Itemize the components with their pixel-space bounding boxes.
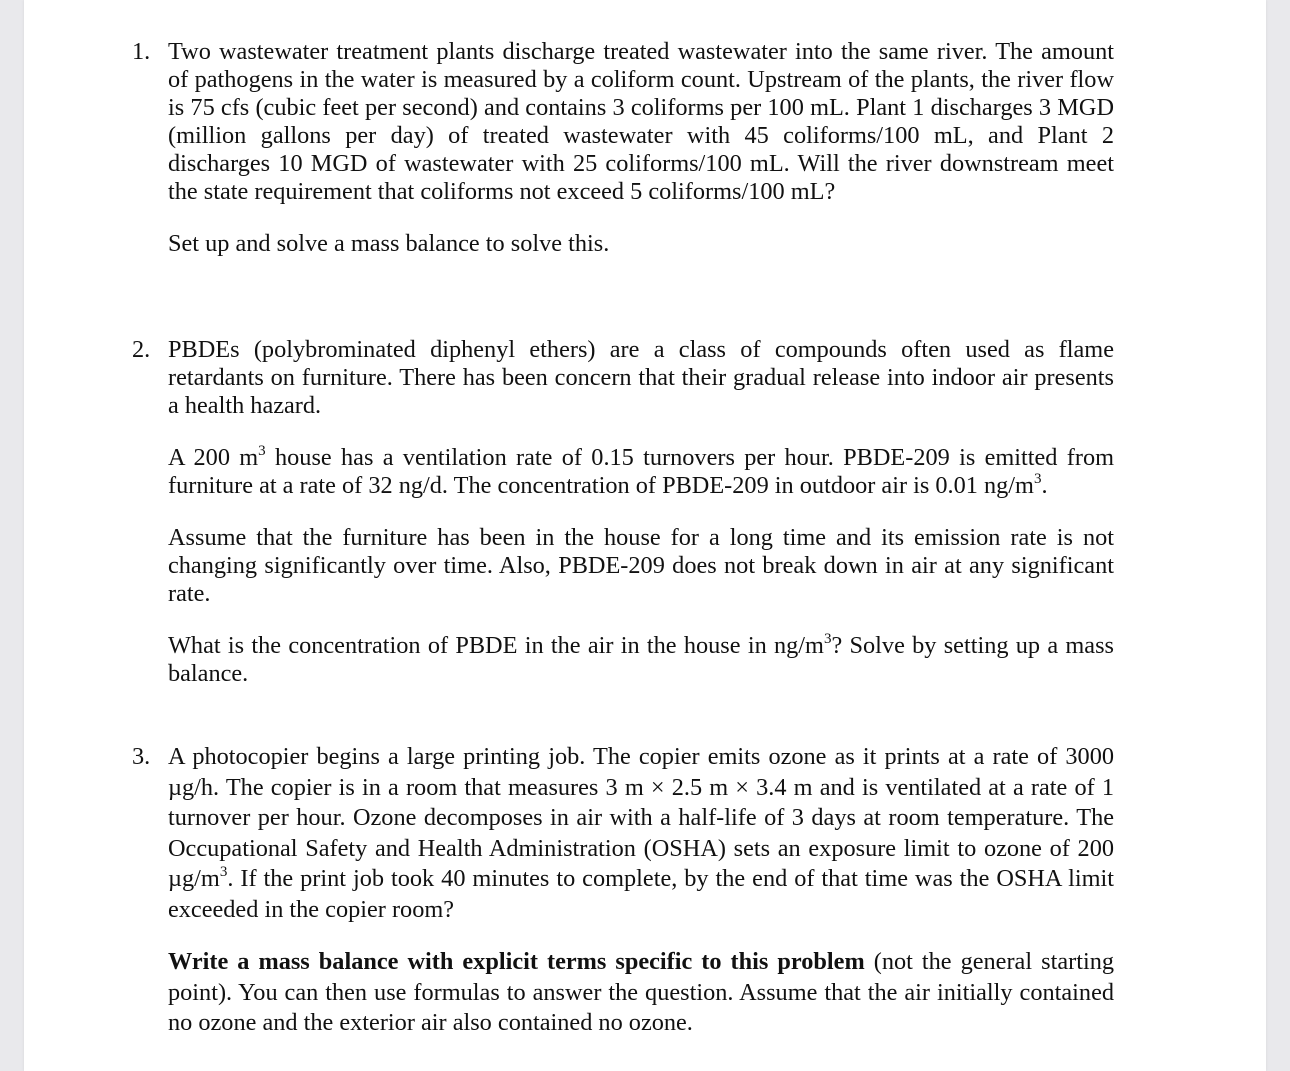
problem-3 (132, 742, 1114, 1039)
problem-1-instruction: Set up and solve a mass balance to solve this. (168, 230, 610, 257)
problem-number: 1. (132, 38, 151, 65)
problem-2-assumption: Assume that the furniture has been in the house for a long time and its emission rate is not changing significantly over time. Also, PBDE-209 does not break down in air at any significant rate. (168, 524, 1114, 607)
document-page (24, 0, 1266, 1071)
problem-number: 3. (132, 743, 151, 770)
problem-1 (132, 38, 1114, 258)
problem-3-instruction: Write a mass balance with explicit terms specific to this problem (not the general starting point). You can then use formulas to answer the question. Assume that the air initially contained no ozone and the exterior air also contained no ozone. (168, 948, 1114, 1036)
problem-2-given: A 200 $m^3$ house has a ventilation rate of 0.15 turnovers per hour. PBDE-209 is emitted from furniture at a rate of 32 ng/d. The concentration of PBDE-209 in outdoor air is 0.01 $ng/m^3$. (168, 443, 1114, 499)
problem-2 (132, 336, 1114, 688)
bold-instruction: Write a mass balance with explicit terms specific to this problem (168, 948, 865, 975)
problem-2-question: What is the concentration of PBDE in the air in the house in $ng/m^3$? Solve by setting up a mass balance. (168, 631, 1114, 687)
problem-number: 2. (132, 336, 151, 363)
problem-1-statement: Two wastewater treatment plants discharge treated wastewater into the same river. The amount of pathogens in the water is measured by a coliform count. Upstream of the plants, the river flow is 75 cfs (cubic feet per second) and contains 3 coliforms per 100 mL. Plant 1 discharges 3 MGD (million gallons per day) of treated wastewater with 45 coliforms/100 mL, and Plant 2 discharges 10 MGD of wastewater with 25 coliforms/100 mL. Will the river downstream meet the state requirement that coliforms not exceed 5 coliforms/100 mL? (168, 38, 1114, 205)
problem-3-statement: A photocopier begins a large printing job. The copier emits ozone as it prints at a rate of 3000 µg/h. The copier is in a room that measures 3 m × 2.5 m × 3.4 m and is ventilated at a rate of 1 turnover per hour. Ozone decomposes in air with a half-life of 3 days at room temperature. The Occupational Safety and Health Administration (OSHA) sets an exposure limit to ozone of 200 $\mu g/m^3$. If the print job took 40 minutes to complete, by the end of that time was the OSHA limit exceeded in the copier room? (168, 743, 1114, 923)
problem-2-intro: PBDEs (polybrominated diphenyl ethers) are a class of compounds often used as flame retardants on furniture. There has been concern that their gradual release into indoor air presents a health hazard. (168, 336, 1114, 419)
